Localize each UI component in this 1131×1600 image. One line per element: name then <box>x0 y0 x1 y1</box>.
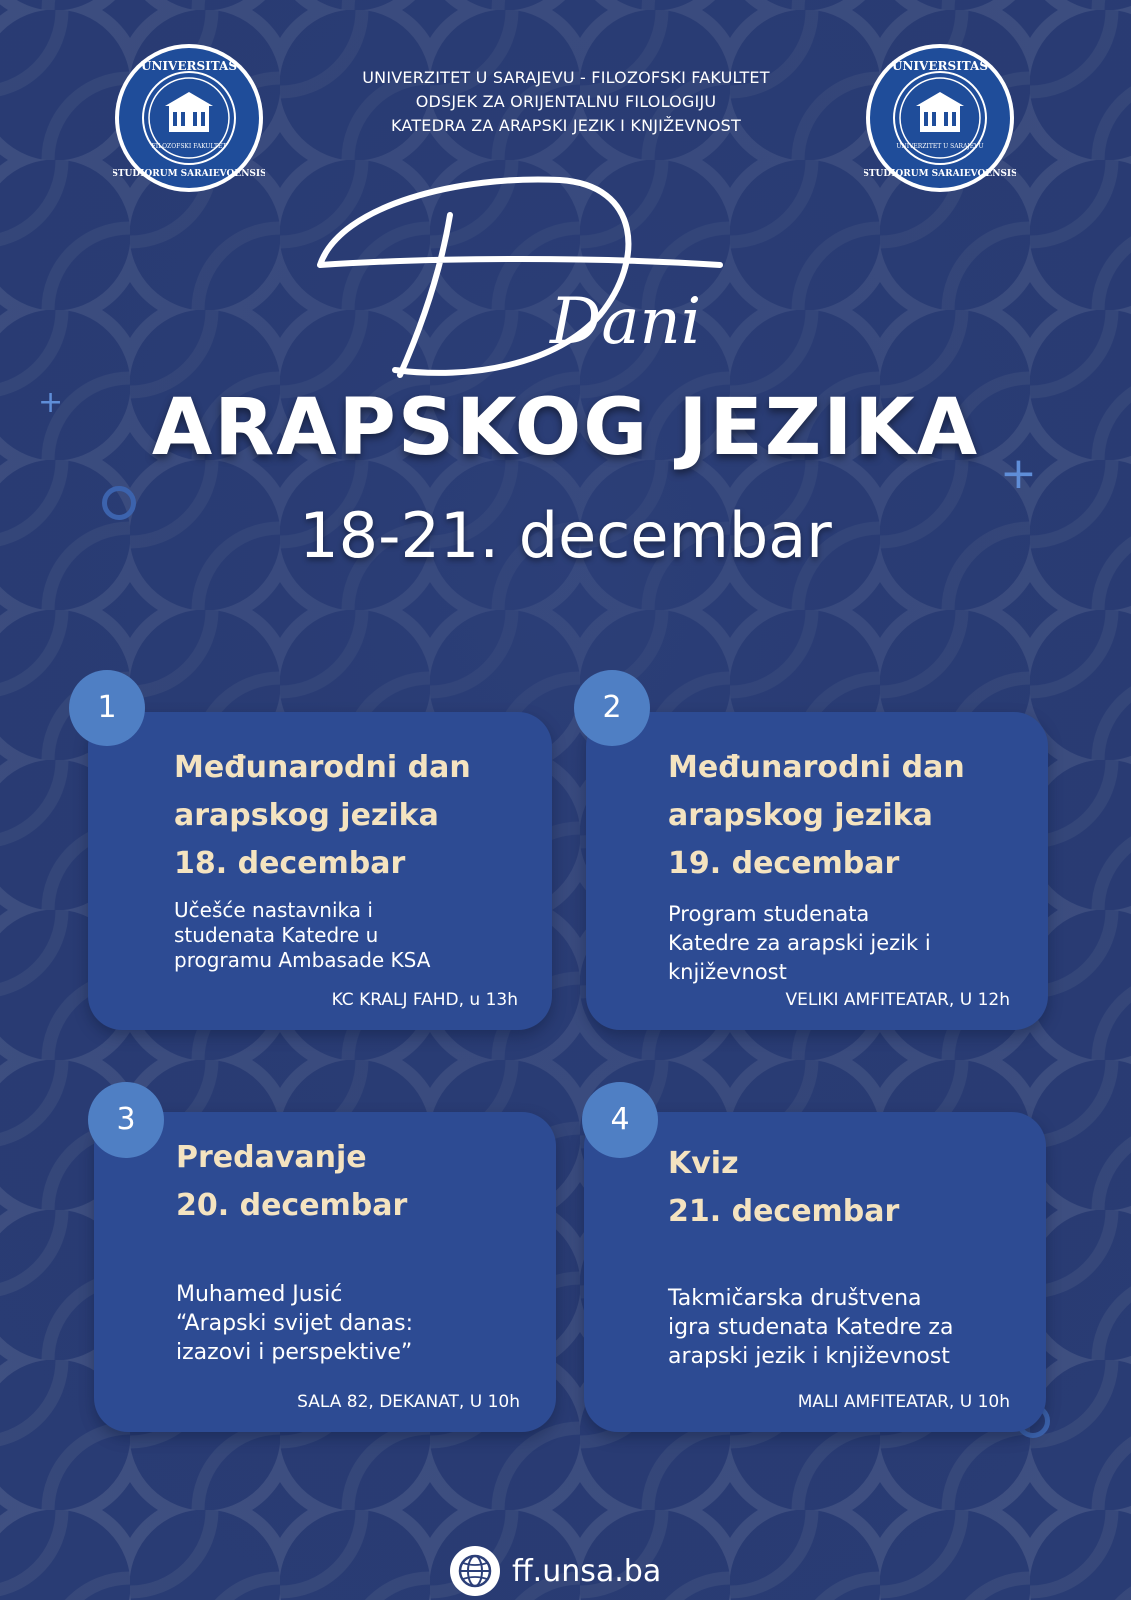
header-chair: KATEDRA ZA ARAPSKI JEZIK I KNJIŽEVNOST <box>391 116 741 135</box>
script-word: Dani <box>550 285 702 359</box>
event-title-line: arapskog jezika <box>668 798 933 833</box>
event-description-line: programu Ambasade KSA <box>174 948 431 972</box>
event-description-line: Muhamed Jusić <box>176 1282 343 1307</box>
event-location: MALI AMFITEATAR, U 10h <box>797 1392 1010 1412</box>
plus-decoration-icon: + <box>1000 448 1037 499</box>
event-description-line: izazovi i perspektive” <box>176 1340 413 1365</box>
seal-bottom-text: STUDIORUM SARAIEVOENSIS <box>864 169 1016 179</box>
event-card-4 <box>584 1112 1046 1432</box>
event-date: 20. decembar <box>176 1188 408 1223</box>
event-number-badge: 1 <box>69 670 145 746</box>
event-number-badge: 2 <box>574 670 650 746</box>
script-title <box>300 165 750 395</box>
seal-top-text: UNIVERSITAS <box>140 59 238 73</box>
seal-inner-text: UNIVERZITET U SARAJEVU <box>896 143 984 150</box>
event-dates: 18-21. decembar <box>299 499 832 572</box>
event-description <box>668 900 931 987</box>
globe-icon <box>450 1546 500 1596</box>
seal-top-text: UNIVERSITAS <box>891 59 989 73</box>
event-description-line: književnost <box>668 960 787 984</box>
event-description <box>176 1280 413 1367</box>
event-description-line: Program studenata <box>668 902 870 926</box>
header-university: UNIVERZITET U SARAJEVU - FILOZOFSKI FAKULTET <box>362 68 770 87</box>
university-seal-icon <box>864 42 1016 194</box>
event-description-line: “Arapski svijet danas: <box>176 1311 414 1336</box>
event-date: 21. decembar <box>668 1194 900 1229</box>
event-title-line: Predavanje <box>176 1140 367 1175</box>
event-description-line: Takmičarska društvena <box>668 1286 922 1311</box>
event-title-line: arapskog jezika <box>174 798 439 833</box>
event-description-line: Učešće nastavnika i <box>174 898 373 922</box>
header-department: ODSJEK ZA ORIJENTALNU FILOLOGIJU <box>415 92 717 111</box>
seal-side-text: FILOZOFSKI FAKULTET <box>151 143 227 150</box>
main-title: ARAPSKOG JEZIKA <box>151 383 980 473</box>
event-card-1 <box>88 712 552 1030</box>
event-location: VELIKI AMFITEATAR, U 12h <box>785 990 1010 1010</box>
event-location: SALA 82, DEKANAT, U 10h <box>297 1392 520 1412</box>
event-card-3 <box>94 1112 556 1432</box>
event-location: KC KRALJ FAHD, u 13h <box>331 990 518 1010</box>
event-card-2 <box>586 712 1048 1030</box>
event-description-line: igra studenata Katedre za <box>668 1315 954 1340</box>
event-description-line: Katedre za arapski jezik i <box>668 931 931 955</box>
event-title-line: Kviz <box>668 1146 739 1181</box>
event-number-badge: 3 <box>88 1082 164 1158</box>
event-date: 18. decembar <box>174 846 406 881</box>
event-title-line: Međunarodni dan <box>174 750 471 785</box>
event-description-line: arapski jezik i književnost <box>668 1344 950 1369</box>
plus-decoration-icon: + <box>38 385 64 420</box>
website-link[interactable]: ff.unsa.ba <box>512 1553 662 1589</box>
footer <box>450 1545 661 1597</box>
ring-decoration-icon <box>102 486 136 520</box>
event-date: 19. decembar <box>668 846 900 881</box>
event-description-line: studenata Katedre u <box>174 923 379 947</box>
event-description <box>174 898 430 973</box>
seal-bottom-text: STUDIORUM SARAIEVOENSIS <box>113 169 265 179</box>
event-number-badge: 4 <box>582 1082 658 1158</box>
university-seal-right <box>864 42 1016 194</box>
event-title-line: Međunarodni dan <box>668 750 965 785</box>
institution-header <box>300 66 832 138</box>
event-description <box>668 1284 953 1371</box>
university-seal-left <box>113 42 265 194</box>
university-seal-icon <box>113 42 265 194</box>
